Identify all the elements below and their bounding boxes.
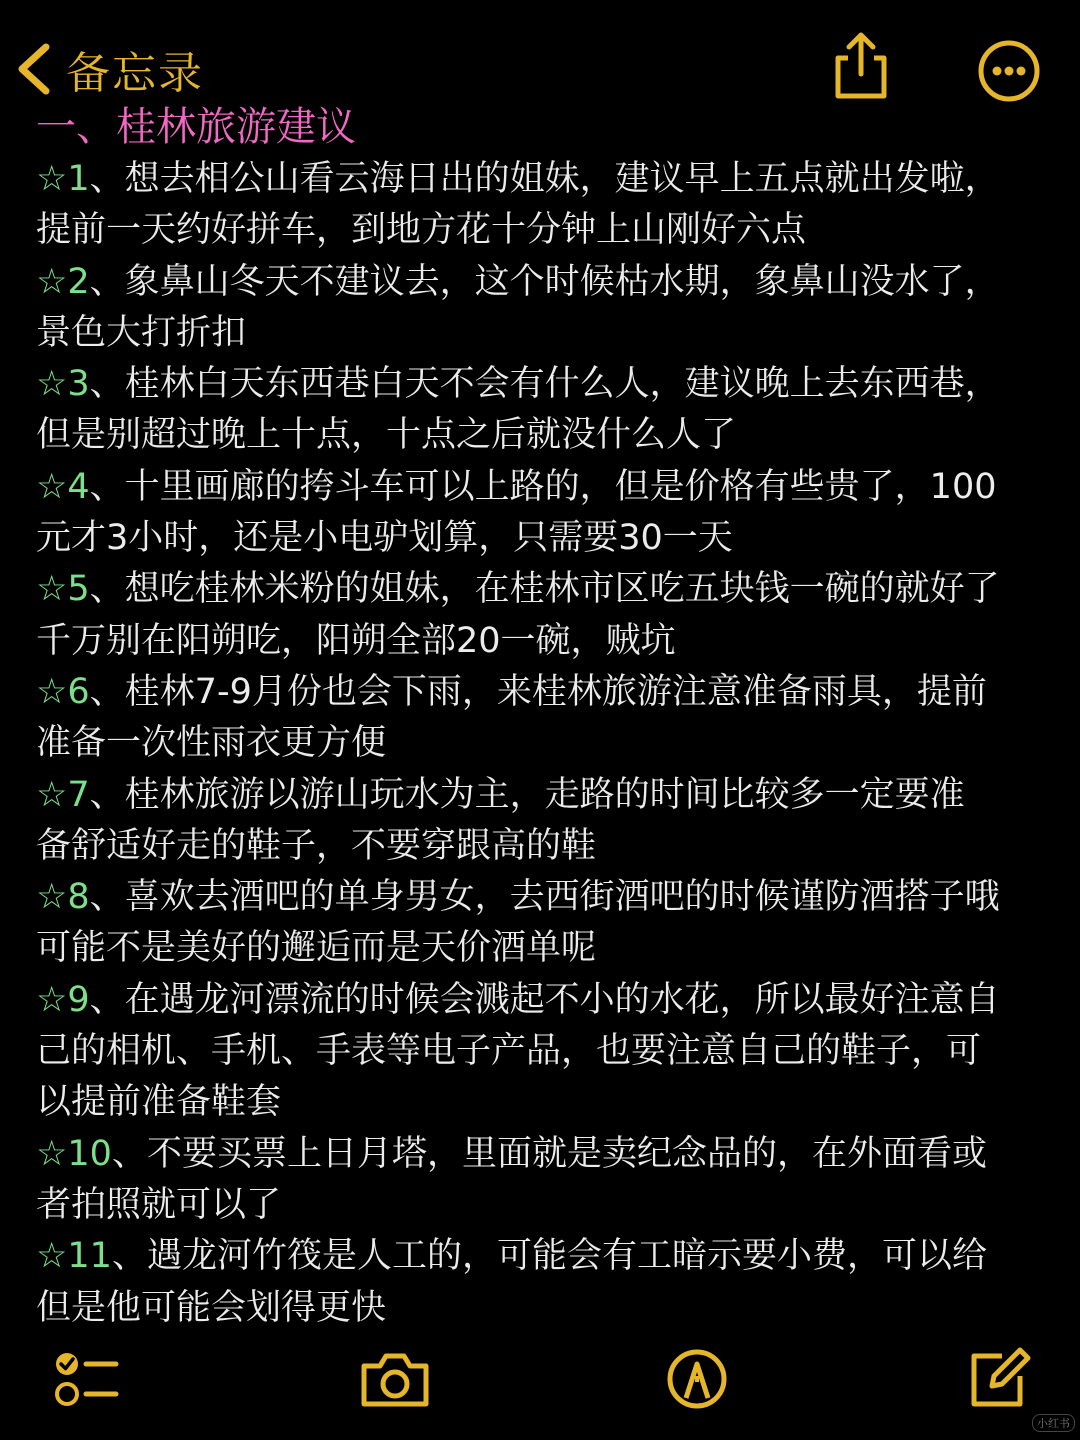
note-text: 元才3小时，还是小电驴划算，只需要30一天 [36,518,733,559]
note-text: 、想吃桂林米粉的姐妹，在桂林市区吃五块钱一碗的就好了 [89,569,1000,610]
compose-icon [966,1395,1032,1414]
item-number: 5 [67,569,90,610]
star-icon: ☆ [36,569,68,610]
bottom-toolbar [0,1340,1080,1440]
note-line [36,923,1066,974]
star-icon: ☆ [36,1236,68,1277]
item-number: 3 [67,364,90,405]
star-icon: ☆ [36,671,68,712]
more-options-button[interactable] [974,36,1044,106]
note-text: 、想去相公山看云海日出的姐妹，建议早上五点就出发啦， [89,159,1000,199]
note-line [36,1180,1066,1231]
note-line [36,1283,1066,1334]
note-item [36,257,1066,360]
note-line [36,1129,1066,1180]
navigation-bar [0,0,1080,110]
note-item [36,667,1066,770]
star-icon: ☆ [36,979,68,1020]
note-line [36,410,1066,461]
note-text: 但是别超过晚上十点，十点之后就没什么人了 [36,415,737,456]
checklist-button[interactable] [50,1346,122,1414]
note-text: 但是他可能会划得更快 [36,1287,387,1328]
star-icon: ☆ [36,159,68,199]
note-line [36,359,1066,410]
item-number: 8 [67,877,90,918]
item-number: 9 [67,979,90,1020]
note-text: 以提前准备鞋套 [36,1082,282,1123]
star-icon: ☆ [36,466,68,507]
note-text: 景色大打折扣 [36,312,247,353]
star-icon: ☆ [36,364,68,405]
note-line [36,257,1066,308]
note-line [36,462,1066,513]
share-button[interactable] [826,30,896,102]
note-line [36,513,1066,564]
item-number: 6 [67,671,90,712]
note-line [36,667,1066,718]
star-icon: ☆ [36,774,68,815]
note-text: 、遇龙河竹筏是人工的，可能会有工暗示要小费，可以给 [111,1236,987,1277]
note-line [36,205,1066,256]
note-item [36,1129,1066,1232]
note-text: 、桂林旅游以游山玩水为主，走路的时间比较多一定要准 [89,774,965,815]
note-item [36,1231,1066,1334]
checklist-icon [50,1395,122,1414]
note-line [36,770,1066,821]
note-text: 、桂林白天东西巷白天不会有什么人，建议晚上去东西巷， [89,364,1000,405]
chevron-left-icon [14,41,54,97]
note-item [36,770,1066,873]
item-number: 10 [67,1133,112,1174]
note-title: 一、桂林旅游建议 [36,104,356,150]
watermark-badge: 小红书 [1032,1414,1075,1432]
note-line [36,718,1066,769]
note-line [36,154,1066,205]
item-number: 4 [67,466,90,507]
item-number: 1 [67,159,90,199]
note-text: 、喜欢去酒吧的单身男女，去西街酒吧的时候谨防酒搭子哦 [89,877,1000,918]
note-item [36,359,1066,462]
item-number: 2 [67,261,90,302]
markup-pen-icon [664,1397,730,1416]
note-line [36,975,1066,1026]
note-text: 、象鼻山冬天不建议去，这个时候枯水期，象鼻山没水了， [89,261,1000,302]
camera-button[interactable] [358,1350,432,1414]
item-number: 11 [67,1236,112,1277]
note-line [36,564,1066,615]
note-items [36,154,1066,1334]
note-line [36,1026,1066,1077]
note-item [36,872,1066,975]
markup-button[interactable] [664,1346,730,1416]
compose-button[interactable] [966,1344,1032,1414]
note-line [36,308,1066,359]
note-body[interactable] [36,100,1066,1334]
back-label: 备忘录 [66,48,204,99]
note-text: 、不要买票上日月塔，里面就是卖纪念品的，在外面看或 [111,1133,987,1174]
note-text: 千万别在阳朔吃，阳朔全部20一碗，贼坑 [36,620,676,661]
note-line [36,1231,1066,1282]
camera-icon [358,1395,432,1414]
note-line [36,1077,1066,1128]
note-text: 、在遇龙河漂流的时候会溅起不小的水花，所以最好注意自 [89,979,1000,1020]
item-number: 7 [67,774,90,815]
note-item [36,975,1066,1129]
note-text: 提前一天约好拼车，到地方花十分钟上山刚好六点 [36,210,807,251]
star-icon: ☆ [36,877,68,918]
note-text: 准备一次性雨衣更方便 [36,723,387,764]
star-icon: ☆ [36,261,68,302]
note-text: 、十里画廊的挎斗车可以上路的，但是价格有些贵了，100 [89,466,997,507]
note-line [36,872,1066,923]
note-line [36,821,1066,872]
note-item [36,154,1066,257]
note-line [36,616,1066,667]
note-item [36,462,1066,565]
back-button[interactable] [14,34,204,104]
note-text: 者拍照就可以了 [36,1184,282,1225]
note-text: 备舒适好走的鞋子，不要穿跟高的鞋 [36,825,597,866]
note-item [36,564,1066,667]
note-text: 己的相机、手机、手表等电子产品，也要注意自己的鞋子，可 [36,1031,982,1072]
star-icon: ☆ [36,1133,68,1174]
note-text: 可能不是美好的邂逅而是天价酒单呢 [36,928,597,969]
note-text: 、桂林7-9月份也会下雨，来桂林旅游注意准备雨具，提前 [89,671,987,712]
